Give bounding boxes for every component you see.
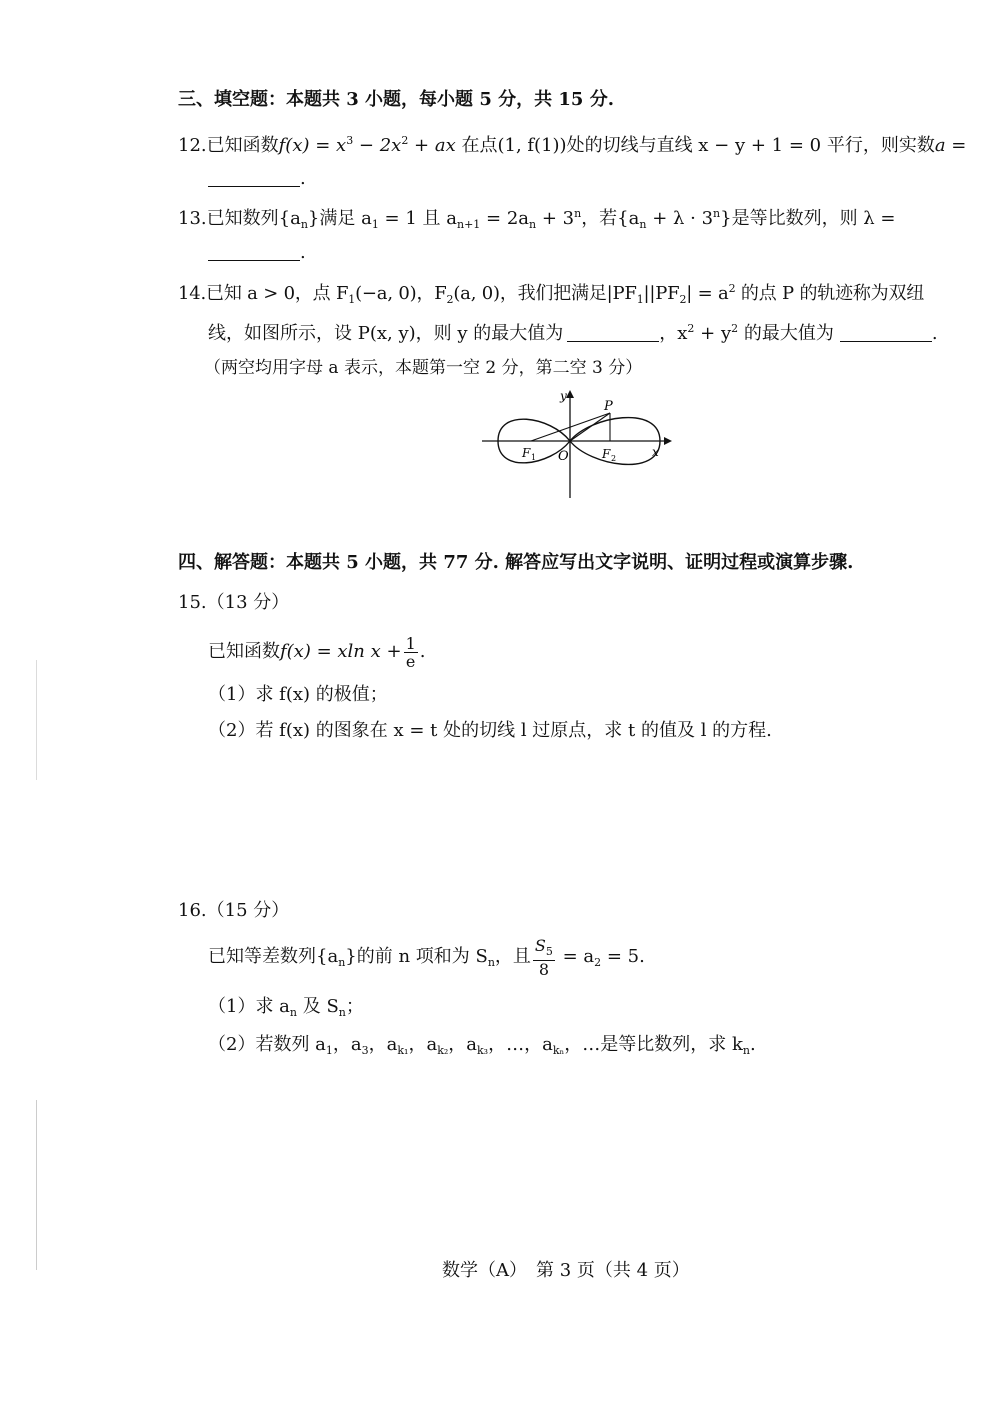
- answer-blank[interactable]: [208, 242, 300, 261]
- label-f2-sub: 2: [611, 454, 617, 463]
- question-number: 12.: [178, 135, 207, 156]
- question-number: 14.: [178, 283, 207, 304]
- label-o: O: [558, 449, 569, 464]
- question-number: 13.: [178, 208, 207, 229]
- question-16-number: 16.（15 分）: [178, 900, 290, 921]
- question-14-line-2: 线，如图所示，设 P(x, y)，则 y 的最大值为 ，$x^2 + y^2$ 的最大值为 .: [208, 322, 938, 344]
- page-footer: 数学（A） 第 3 页（共 4 页）: [442, 1260, 690, 1281]
- scan-margin-mark: [36, 660, 37, 780]
- fraction: $\frac{1}{e}$: [405, 633, 416, 671]
- lemniscate-figure: [478, 386, 678, 506]
- question-15-part-2: （2）若 f(x) 的图象在 x = t 处的切线 l 过原点，求 t 的值及 l 的方程.: [208, 720, 772, 741]
- y-axis-arrow: [566, 390, 574, 398]
- segment-op: [570, 413, 610, 441]
- question-13-line-1: 13.已知数列$\{a_n\}$满足 $a_1 = 1$ 且 $a_{n+1} = 2a_n + 3^n$，若$\{a_n + \lambda \cdot 3^n\}$是等比数列，则 λ =: [178, 207, 896, 231]
- question-15-stem: 已知函数f(x) = xln x + $\frac{1}{e}$ .: [208, 633, 426, 671]
- question-16-part-1: （1）求 $a_n$ 及 $S_n$；: [208, 996, 364, 1019]
- scan-margin-mark: [36, 1100, 37, 1270]
- label-f1-sub: 1: [531, 453, 537, 462]
- section-4-heading: 四、解答题：本题共 5 小题，共 77 分. 解答应写出文字说明、证明过程或演算步骤.: [178, 552, 854, 573]
- label-f1: F: [522, 446, 531, 460]
- section-3-heading: 三、填空题：本题共 3 小题，每小题 5 分，共 15 分.: [178, 89, 614, 110]
- question-12-answer-line: .: [208, 166, 306, 192]
- question-15-number: 15.（13 分）: [178, 592, 290, 613]
- question-13-answer-line: .: [208, 240, 306, 266]
- answer-blank[interactable]: [208, 168, 300, 187]
- label-f2: F: [602, 447, 611, 461]
- label-y: y: [560, 389, 567, 403]
- question-14-line-1: 14.已知 a > 0，点 $F_1(-a$, 0)，$F_2(a$, 0)，我们把满足$|PF_1||PF_2| = a^2$ 的点 P 的轨迹称为双纽: [178, 282, 925, 306]
- fraction: $\frac{S_5}{8}$: [534, 935, 553, 979]
- answer-blank-1[interactable]: [567, 323, 659, 342]
- x-axis-arrow: [664, 437, 672, 445]
- answer-blank-2[interactable]: [840, 323, 932, 342]
- label-p: P: [604, 399, 613, 414]
- question-16-part-2: （2）若数列 $a_1$，$a_3$，$a_{k_1}$，$a_{k_2}$，$a_{k_3}$，…，$a_{k_n}$，…是等比数列，求 $k_n$.: [208, 1034, 756, 1057]
- question-12-line-1: 12.已知函数$f(x) = x^3 - 2x^2$ + ax 在点(1, f(1))处的切线与直线 x − y + 1 = 0 平行，则实数a =: [178, 134, 967, 156]
- question-15-part-1: （1）求 f(x) 的极值；: [208, 684, 388, 705]
- question-16-stem: 已知等差数列$\{a_n\}$的前 n 项和为 $S_n$，且 $\frac{S_5}{8}$ = $a_2 = 5$.: [208, 935, 645, 979]
- question-14-note: （两空均用字母 a 表示，本题第一空 2 分，第二空 3 分）: [204, 358, 643, 378]
- label-x: x: [652, 445, 659, 459]
